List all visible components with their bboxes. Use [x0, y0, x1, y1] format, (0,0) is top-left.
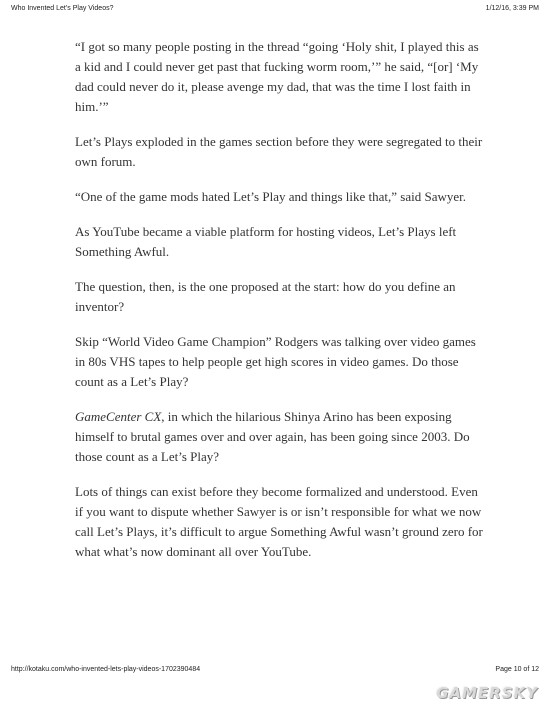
- paragraph-skip-rodgers: Skip “World Video Game Champion” Rodgers was talking over video games in 80s VHS tapes to help people get high scores in video games. Do those count as a Let’s Play?: [75, 334, 476, 389]
- print-footer: [11, 666, 539, 678]
- paragraph-define-inventor: The question, then, is the one proposed at the start: how do you define an inventor?: [75, 279, 456, 314]
- gamersky-watermark: GAMERSKY: [436, 684, 538, 702]
- print-footer-page-number: Page 10 of 12: [495, 666, 539, 673]
- gamecenter-cx-title: GameCenter CX: [75, 409, 162, 424]
- paragraph-game-mods-quote: “One of the game mods hated Let’s Play and things like that,” said Sawyer.: [75, 189, 466, 204]
- paragraph-gamecenter-cx: [75, 407, 485, 467]
- paragraph-closing: Lots of things can exist before they become formalized and understood. Even if you want to dispute whether Sawyer is or isn’t responsible for what we now call Let’s Plays, it’s difficult to argue Something Awful wasn’t ground zero for what what’s now dominant all over YouTube.: [75, 484, 483, 559]
- print-header-date: 1/12/16, 3:39 PM: [485, 5, 539, 12]
- print-header-title: Who Invented Let’s Play Videos?: [11, 5, 114, 12]
- print-footer-url: http://kotaku.com/who-invented-lets-play-videos-1702390484: [11, 666, 201, 673]
- article-body: [75, 37, 485, 577]
- print-header: [11, 5, 539, 17]
- paragraph-youtube-platform: As YouTube became a viable platform for hosting videos, Let’s Plays left Something Awful.: [75, 224, 457, 259]
- paragraph-lets-plays-exploded: Let’s Plays exploded in the games section before they were segregated to their own forum.: [75, 134, 483, 169]
- paragraph-quote-worm-room: “I got so many people posting in the thread “going ‘Holy shit, I played this as a kid and I could never get past that fucking worm room,’” he said, “[or] ‘My dad could never do it, please avenge my dad, that was the time I lost faith in him.’”: [75, 39, 479, 114]
- gamecenter-cx-text: , in which the hilarious Shinya Arino has been exposing himself to brutal games over and over again, has been going since 2003. Do those count as a Let’s Play?: [75, 409, 470, 464]
